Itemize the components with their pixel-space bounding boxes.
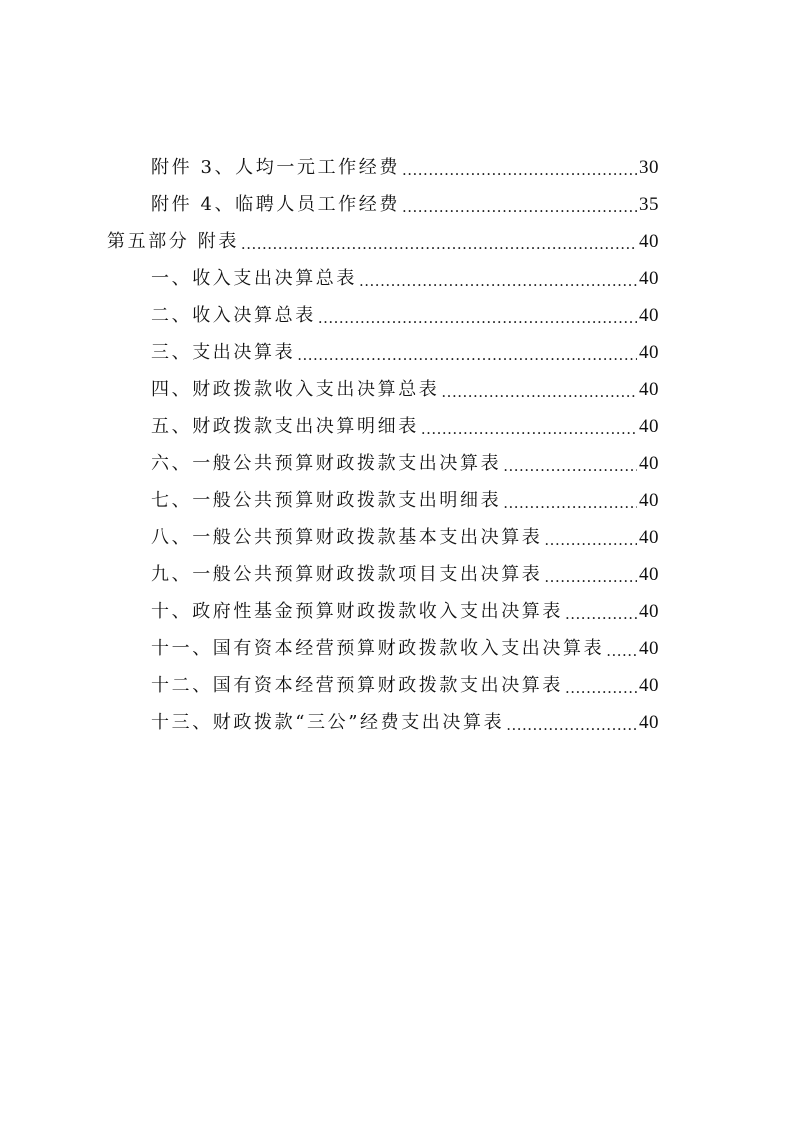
toc-leader-dots bbox=[297, 345, 637, 365]
toc-leader-dots bbox=[506, 715, 637, 735]
toc-entry-title: 二、收入决算总表 bbox=[151, 305, 316, 326]
toc-section-entry[interactable] bbox=[107, 217, 659, 254]
toc-page-number: 40 bbox=[639, 305, 659, 326]
toc-page-number: 40 bbox=[639, 527, 659, 548]
toc-leader-dots bbox=[318, 308, 637, 328]
toc-leader-dots bbox=[565, 604, 637, 624]
toc-entry-title: 七、一般公共预算财政拨款支出明细表 bbox=[151, 490, 502, 511]
toc-entry-title: 十、政府性基金预算财政拨款收入支出决算表 bbox=[151, 601, 563, 622]
toc-entry[interactable] bbox=[151, 624, 659, 661]
toc-leader-dots bbox=[503, 493, 637, 513]
toc-page-number: 40 bbox=[639, 638, 659, 659]
toc-page-number: 35 bbox=[639, 194, 659, 215]
toc-leader-dots bbox=[441, 382, 637, 402]
toc-entry[interactable] bbox=[151, 550, 659, 587]
toc-leader-dots bbox=[565, 678, 637, 698]
toc-leader-dots bbox=[544, 567, 637, 587]
toc-entry-title: 五、财政拨款支出决算明细表 bbox=[151, 416, 419, 437]
toc-page-number: 40 bbox=[639, 342, 659, 363]
toc-entry[interactable] bbox=[151, 513, 659, 550]
toc-page-number: 40 bbox=[639, 601, 659, 622]
toc-entry-title: 四、财政拨款收入支出决算总表 bbox=[151, 379, 440, 400]
toc-entry-title: 附件 3、人均一元工作经费 bbox=[151, 157, 400, 178]
toc-leader-dots bbox=[402, 197, 637, 217]
toc-leader-dots bbox=[241, 234, 637, 254]
toc-entry-title: 三、支出决算表 bbox=[151, 342, 296, 363]
toc-leader-dots bbox=[421, 419, 637, 439]
toc-entry[interactable] bbox=[151, 180, 659, 217]
toc-page-number: 40 bbox=[639, 379, 659, 400]
toc-entry-title: 第五部分 附表 bbox=[107, 231, 239, 252]
toc-entry-title: 十一、国有资本经营预算财政拨款收入支出决算表 bbox=[151, 638, 605, 659]
toc-entry-title: 六、一般公共预算财政拨款支出决算表 bbox=[151, 453, 502, 474]
toc-entry[interactable] bbox=[151, 254, 659, 291]
toc-page-number: 40 bbox=[639, 712, 659, 733]
toc-entry[interactable] bbox=[151, 328, 659, 365]
toc-entry-title: 九、一般公共预算财政拨款项目支出决算表 bbox=[151, 564, 543, 585]
toc-leader-dots bbox=[544, 530, 637, 550]
toc-entry[interactable] bbox=[151, 365, 659, 402]
toc-entry[interactable] bbox=[151, 143, 659, 180]
toc-page-number: 40 bbox=[639, 490, 659, 511]
toc-entry-title: 十三、财政拨款“三公”经费支出决算表 bbox=[151, 712, 505, 733]
toc-leader-dots bbox=[402, 160, 637, 180]
toc-entry-title: 一、收入支出决算总表 bbox=[151, 268, 357, 289]
toc-page-number: 40 bbox=[639, 231, 659, 252]
toc-page-number: 40 bbox=[639, 453, 659, 474]
toc-entry-title: 附件 4、临聘人员工作经费 bbox=[151, 194, 400, 215]
toc-entry[interactable] bbox=[151, 439, 659, 476]
toc-page-number: 40 bbox=[639, 675, 659, 696]
toc-leader-dots bbox=[606, 641, 637, 661]
toc-leader-dots bbox=[503, 456, 637, 476]
toc-entry[interactable] bbox=[151, 291, 659, 328]
toc-entry-title: 十二、国有资本经营预算财政拨款支出决算表 bbox=[151, 675, 563, 696]
toc-entry[interactable] bbox=[151, 402, 659, 439]
toc-page-number: 40 bbox=[639, 564, 659, 585]
toc-entry[interactable] bbox=[151, 698, 659, 735]
toc-entry[interactable] bbox=[151, 587, 659, 624]
toc-leader-dots bbox=[359, 271, 637, 291]
toc-entry[interactable] bbox=[151, 661, 659, 698]
toc-entry[interactable] bbox=[151, 476, 659, 513]
toc-page-number: 30 bbox=[639, 157, 659, 178]
toc-page-number: 40 bbox=[639, 268, 659, 289]
toc-entry-title: 八、一般公共预算财政拨款基本支出决算表 bbox=[151, 527, 543, 548]
toc-page-number: 40 bbox=[639, 416, 659, 437]
